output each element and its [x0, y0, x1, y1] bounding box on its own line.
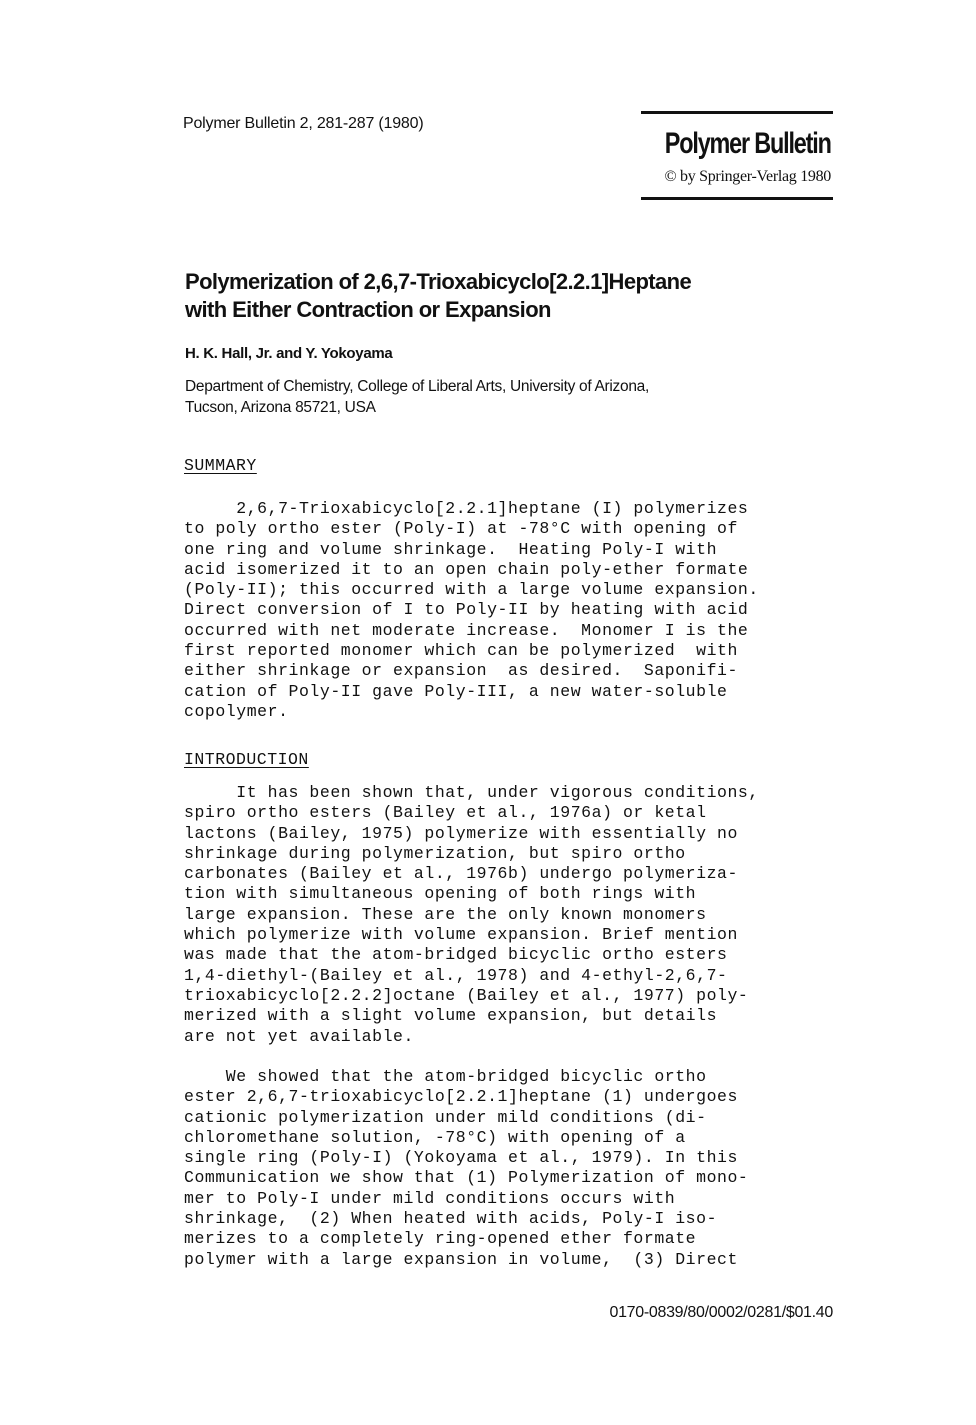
text-line: to poly ortho ester (Poly-I) at -78°C with opening of — [184, 519, 738, 539]
masthead-top-rule — [641, 111, 833, 114]
text-line: trioxabicyclo[2.2.2]octane (Bailey et al., 1977) poly- — [184, 985, 749, 1005]
text-line: first reported monomer which can be polymerized with — [184, 641, 738, 661]
text-line: ester 2,6,7-trioxabicyclo[2.2.1]heptane (1) undergoes — [184, 1087, 738, 1107]
text-line: spiro ortho esters (Bailey et al., 1976a) or ketal — [184, 803, 707, 823]
copyright-notice: © by Springer-Verlag 1980 — [664, 168, 831, 185]
journal-citation: Polymer Bulletin 2, 281-287 (1980) — [183, 115, 424, 132]
title-line: with Either Contraction or Expansion — [185, 297, 551, 322]
text-line: cationic polymerization under mild conditions (di- — [184, 1107, 707, 1127]
article-title — [185, 268, 905, 324]
text-line: chloromethane solution, -78°C) with opening of a — [184, 1127, 686, 1147]
text-line: Communication we show that (1) Polymerization of mono- — [184, 1168, 749, 1188]
text-line: It has been shown that, under vigorous conditions, — [184, 783, 759, 802]
summary-paragraph — [184, 499, 759, 722]
introduction-heading: INTRODUCTION — [184, 750, 309, 769]
text-line: mer to Poly-I under mild conditions occurs with — [184, 1188, 676, 1208]
summary-heading: SUMMARY — [184, 456, 257, 475]
text-line: (Poly-II); this occurred with a large volume expansion. — [184, 580, 759, 600]
introduction-paragraph-2 — [184, 1067, 748, 1270]
text-line: carbonates (Bailey et al., 1976b) undergo polymeriza- — [184, 864, 738, 884]
title-line: Polymerization of 2,6,7-Trioxabicyclo[2.2.1]Heptane — [185, 269, 692, 294]
affiliation-line: Department of Chemistry, College of Liberal Arts, University of Arizona, — [185, 378, 649, 395]
masthead-bottom-rule — [641, 197, 833, 200]
text-line: shrinkage, (2) When heated with acids, Poly-I iso- — [184, 1209, 718, 1229]
journal-name: Polymer Bulletin — [665, 127, 831, 160]
text-line: which polymerize with volume expansion. Brief mention — [184, 925, 738, 945]
article-code: 0170-0839/80/0002/0281/$01.40 — [609, 1304, 833, 1321]
affiliation — [185, 376, 649, 418]
text-line: 2,6,7-Trioxabicyclo[2.2.1]heptane (I) polymerizes — [184, 499, 749, 518]
affiliation-line: Tucson, Arizona 85721, USA — [185, 399, 376, 416]
authors: H. K. Hall, Jr. and Y. Yokoyama — [185, 345, 393, 362]
text-line: acid isomerized it to an open chain poly-ether formate — [184, 559, 749, 579]
text-line: copolymer. — [184, 701, 289, 721]
introduction-paragraph-1 — [184, 783, 759, 1047]
text-line: 1,4-diethyl-(Bailey et al., 1978) and 4-ethyl-2,6,7- — [184, 965, 728, 985]
text-line: single ring (Poly-I) (Yokoyama et al., 1979). In this — [184, 1148, 738, 1168]
text-line: one ring and volume shrinkage. Heating Poly-I with — [184, 539, 718, 559]
text-line: was made that the atom-bridged bicyclic ortho esters — [184, 945, 728, 965]
text-line: cation of Poly-II gave Poly-III, a new water-soluble — [184, 681, 728, 701]
text-line: We showed that the atom-bridged bicyclic ortho — [184, 1067, 707, 1086]
text-line: polymer with a large expansion in volume, (3) Direct — [184, 1249, 738, 1269]
text-line: lactons (Bailey, 1975) polymerize with essentially no — [184, 823, 738, 843]
text-line: either shrinkage or expansion as desired. Saponifi- — [184, 661, 738, 681]
text-line: are not yet available. — [184, 1026, 414, 1046]
text-line: merized with a slight volume expansion, but details — [184, 1006, 718, 1026]
text-line: tion with simultaneous opening of both rings with — [184, 884, 697, 904]
text-line: merizes to a completely ring-opened ether formate — [184, 1229, 697, 1249]
text-line: shrinkage during polymerization, but spiro ortho — [184, 843, 686, 863]
text-line: large expansion. These are the only known monomers — [184, 904, 707, 924]
text-line: occurred with net moderate increase. Monomer I is the — [184, 620, 749, 640]
journal-masthead — [641, 111, 833, 201]
text-line: Direct conversion of I to Poly-II by heating with acid — [184, 600, 749, 620]
